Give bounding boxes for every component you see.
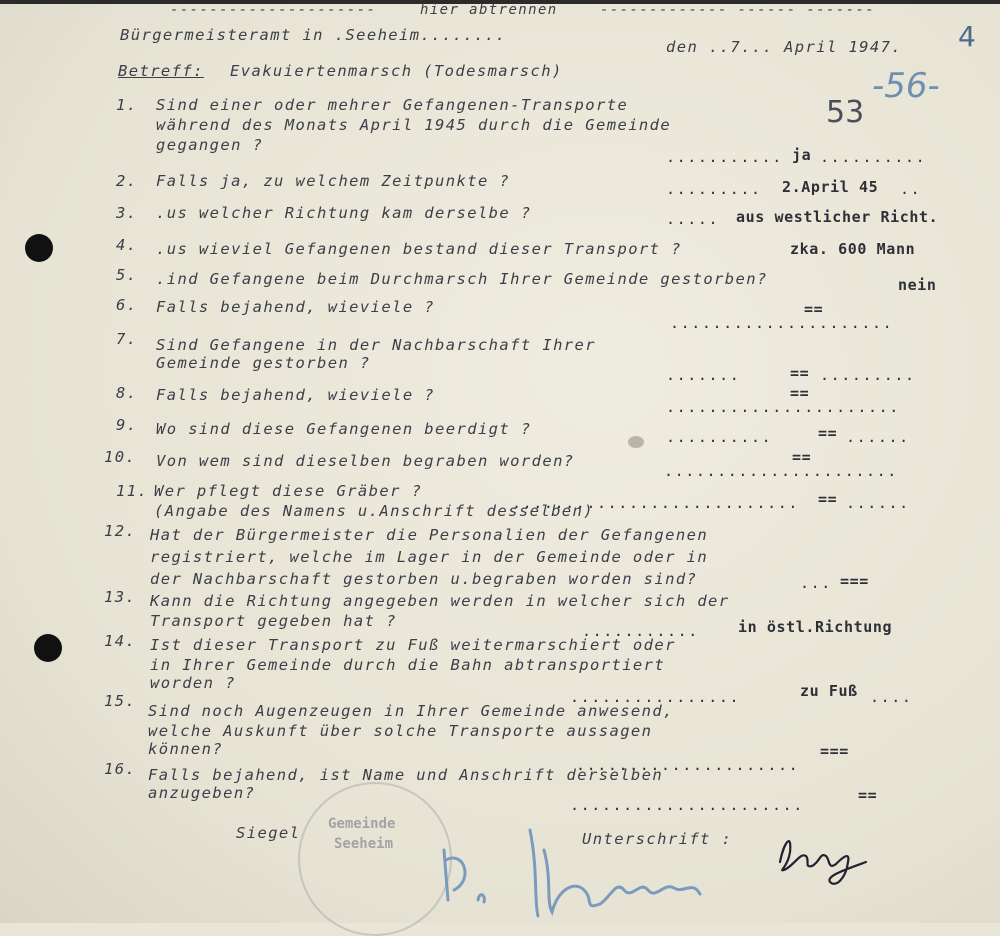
question-number: 13. [104, 588, 137, 606]
punch-hole-bottom [34, 634, 62, 662]
question-number: 3. [116, 204, 138, 222]
answer-leader: ... [800, 574, 832, 592]
question-number: 9. [116, 416, 138, 434]
question-line: während des Monats April 1945 durch die Gemeinde [156, 116, 672, 134]
question-line: Transport gegeben hat ? [150, 612, 397, 630]
corner-mark: 4 [958, 20, 976, 53]
cut-line-right: ------------- ------ ------- [600, 2, 876, 18]
seal-text: Gemeinde [328, 816, 396, 832]
answer-value: === [820, 742, 849, 760]
question-number: 7. [116, 330, 138, 348]
answer-leader: ...................... [570, 796, 804, 814]
question-number: 10. [104, 448, 137, 466]
question-line: .ind Gefangene beim Durchmarsch Ihrer Gemeinde gestorben? [156, 270, 768, 288]
answer-value: aus westlicher Richt. [736, 208, 939, 226]
answer-value: nein [898, 276, 937, 294]
question-line: Sind einer oder mehrer Gefangenen-Transporte [156, 96, 629, 114]
answer-leader: ........... [666, 148, 783, 166]
subject-text: Evakuiertenmarsch (Todesmarsch) [230, 62, 563, 80]
answer-value: == [858, 786, 878, 804]
question-line: gegangen ? [156, 136, 264, 154]
answer-leader: ................ [570, 688, 741, 706]
question-line: Hat der Bürgermeister die Personalien der Gefangenen [150, 526, 709, 544]
question-line: (Angabe des Namens u.Anschrift desselben) [154, 502, 595, 520]
question-number: 5. [116, 266, 138, 284]
date-line: den ..7... April 1947. [666, 38, 903, 56]
question-number: 8. [116, 384, 138, 402]
question-line: Wo sind diese Gefangenen beerdigt ? [156, 420, 532, 438]
question-number: 14. [104, 632, 137, 650]
question-line: Kann die Richtung angegeben werden in welcher sich der [150, 592, 730, 610]
seal-label: Siegel [236, 824, 301, 842]
cut-line-left: --------------------- [170, 2, 377, 18]
question-number: 15. [104, 692, 137, 710]
answer-value: == [790, 364, 810, 382]
question-line: Falls bejahend, wieviele ? [156, 298, 436, 316]
question-number: 4. [116, 236, 138, 254]
question-line: Sind Gefangene in der Nachbarschaft Ihrer [156, 336, 597, 354]
question-number: 1. [116, 96, 138, 114]
punch-hole-top [25, 234, 53, 262]
question-line: welche Auskunft über solche Transporte aussagen [148, 722, 653, 740]
question-number: 11. [116, 482, 149, 500]
answer-leader: ......... [820, 366, 916, 384]
question-line: .us welcher Richtung kam derselbe ? [156, 204, 532, 222]
answer-leader: ..................... [576, 756, 800, 774]
answer-value: == [818, 490, 838, 508]
answer-value: zu Fuß [800, 682, 858, 700]
question-line: Gemeinde gestorben ? [156, 354, 371, 372]
answer-leader: .. [900, 180, 922, 198]
question-line: der Nachbarschaft gestorben u.begraben worden sind? [150, 570, 698, 588]
question-line: Sind noch Augenzeugen in Ihrer Gemeinde anwesend, [148, 702, 674, 720]
question-line: in Ihrer Gemeinde durch die Bahn abtransportiert [150, 656, 666, 674]
answer-leader: .......... [666, 428, 773, 446]
answer-leader: ..................... [670, 314, 894, 332]
question-line: Falls bejahend, wieviele ? [156, 386, 436, 404]
answer-leader: ..... [666, 210, 720, 228]
question-line: Ist dieser Transport zu Fuß weitermarschiert oder [150, 636, 676, 654]
answer-leader: ...................... [666, 398, 900, 416]
answer-value: in östl.Richtung [738, 618, 893, 636]
question-number: 12. [104, 522, 137, 540]
question-line: anzugeben? [148, 784, 256, 802]
answer-value: ja [792, 146, 812, 164]
answer-leader: ...................... [664, 462, 898, 480]
question-number: 16. [104, 760, 137, 778]
question-line: können? [148, 740, 224, 758]
question-line: Von wem sind dieselben begraben worden? [156, 452, 575, 470]
answer-value: === [840, 572, 869, 590]
answer-value: == [818, 424, 838, 442]
official-seal [298, 782, 452, 936]
answer-leader: ......... [666, 180, 762, 198]
subject-label: Betreff: [118, 62, 204, 80]
question-line: worden ? [150, 674, 236, 692]
question-line: Falls bejahend, ist Name und Anschrift derselben [148, 766, 664, 784]
answer-value: == [792, 448, 812, 466]
question-number: 2. [116, 172, 138, 190]
question-line: Wer pflegt diese Gräber ? [154, 482, 423, 500]
answer-leader: ....... [666, 366, 741, 384]
signature-label: Unterschrift : [582, 830, 733, 848]
pencil-number: 53 [826, 95, 865, 130]
question-number: 6. [116, 296, 138, 314]
answer-value: == [804, 300, 824, 318]
question-line: Falls ja, zu welchem Zeitpunkte ? [156, 172, 511, 190]
seal-text: Seeheim [334, 836, 394, 852]
paper-blemish [628, 436, 644, 448]
pencil-code: -56- [872, 66, 940, 106]
answer-leader: ........... [582, 622, 699, 640]
office-line: Bürgermeisteramt in .Seeheim........ [120, 26, 507, 44]
answer-leader: ...... [846, 428, 910, 446]
handwritten-signature [770, 822, 890, 892]
answer-leader: .......... [820, 148, 927, 166]
answer-leader: .... [870, 688, 913, 706]
question-line: registriert, welche im Lager in der Gemeinde oder in [150, 548, 709, 566]
answer-leader: ...... [846, 494, 910, 512]
answer-value: zka. 600 Mann [790, 240, 916, 258]
answer-leader: ........................... [512, 494, 800, 512]
question-line: .us wieviel Gefangenen bestand dieser Transport ? [156, 240, 682, 258]
cut-line-label: hier abtrennen [420, 2, 558, 18]
answer-value: == [790, 384, 810, 402]
pencil-place-signature [434, 820, 714, 920]
answer-value: 2.April 45 [782, 178, 879, 196]
